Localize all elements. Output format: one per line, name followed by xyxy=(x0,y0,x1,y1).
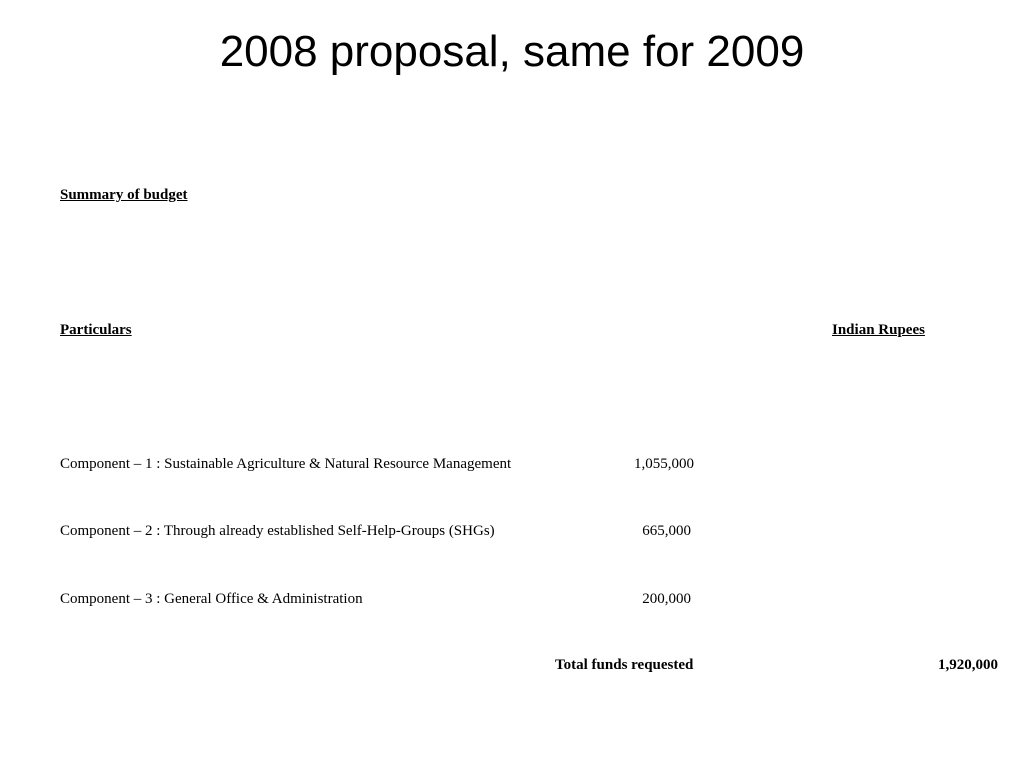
section-heading: Summary of budget xyxy=(60,187,188,203)
total-label: Total funds requested xyxy=(555,657,694,673)
row-amount: 1,055,000 xyxy=(634,456,694,472)
column-header-particulars: Particulars xyxy=(60,322,132,338)
column-header-amount: Indian Rupees xyxy=(832,322,925,338)
row-label: Component – 1 : Sustainable Agriculture & Natural Resource Management xyxy=(60,456,512,472)
slide-title: 2008 proposal, same for 2009 xyxy=(219,27,805,76)
row-amount: 665,000 xyxy=(642,523,691,539)
row-amount: 200,000 xyxy=(642,591,691,607)
total-amount: 1,920,000 xyxy=(938,657,998,673)
row-label: Component – 3 : General Office & Administration xyxy=(60,591,363,607)
row-label: Component – 2 : Through already established Self-Help-Groups (SHGs) xyxy=(60,523,495,539)
